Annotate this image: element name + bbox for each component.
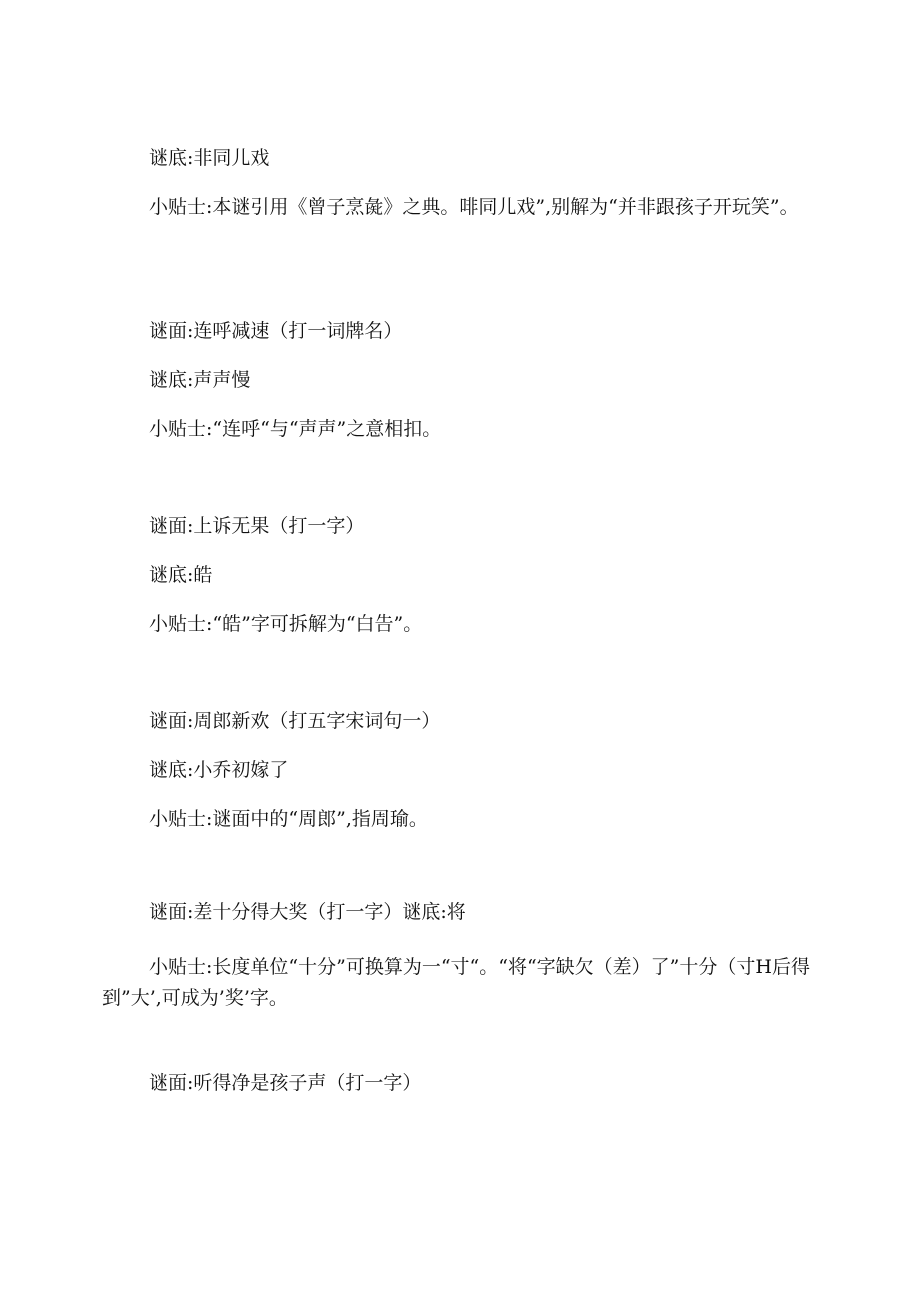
riddle-question-4: 谜面:周郎新欢（打五字宋词句一）	[149, 710, 441, 732]
riddle-tip-2: 小贴士:“连呼“与“声声”之意相扣。	[149, 418, 442, 440]
riddle-tip-5: 小贴士:长度单位“十分”可换算为一“寸“。“将“字缺欠（差）了”十分（寸H后得到”大’,可成为’奖’字。	[102, 956, 810, 1009]
riddle-question-3: 谜面:上诉无果（打一字）	[149, 515, 365, 537]
riddle-answer-3: 谜底:皓	[149, 564, 213, 586]
riddle-question-2: 谜面:连呼减速（打一词牌名）	[149, 320, 403, 342]
riddle-answer-4: 谜底:小乔初嫁了	[149, 759, 289, 781]
riddle-tip-3: 小贴士:“皓”字可拆解为“白告”。	[149, 613, 423, 635]
riddle-answer-1: 谜底:非同儿戏	[149, 147, 270, 169]
riddle-tip-4: 小贴士:谜面中的“周郎”,指周瑜。	[149, 808, 428, 830]
riddle-question-6: 谜面:听得净是孩子声（打一字）	[149, 1072, 422, 1094]
riddle-question-answer-5: 谜面:差十分得大奖（打一字）谜底:将	[149, 901, 466, 923]
riddle-tip-1: 小贴士:本谜引用《曾子烹彘》之典。啡同儿戏”,别解为“并非跟孩子开玩笑”。	[149, 196, 799, 218]
riddle-answer-2: 谜底:声声慢	[149, 369, 251, 391]
